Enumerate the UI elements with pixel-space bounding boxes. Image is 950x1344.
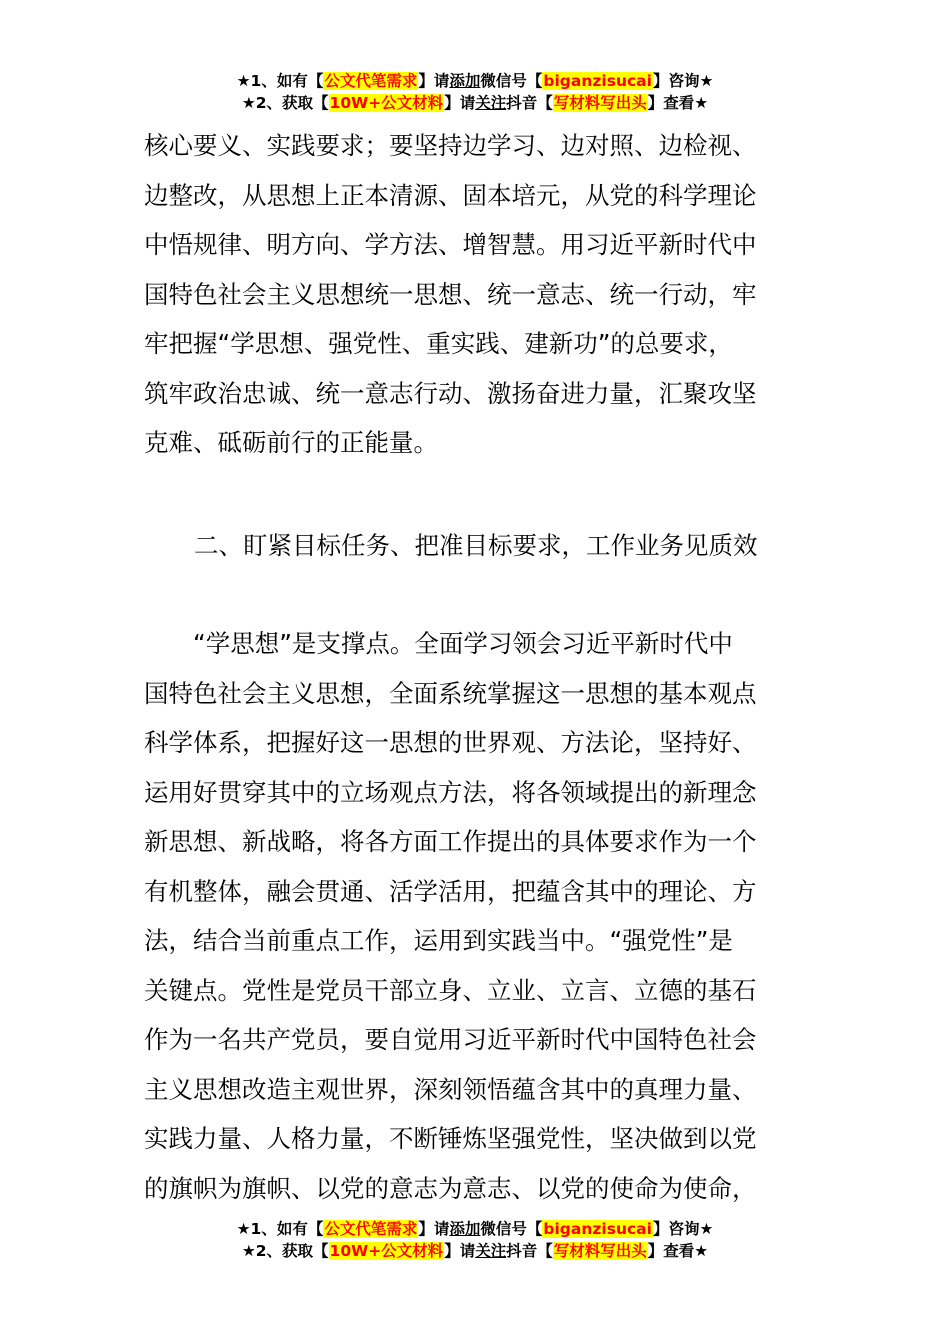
promo-text: 】请 [418, 72, 450, 90]
text-line: 作为一名共产党员，要自觉用习近平新时代中国特色社会 [144, 1025, 757, 1054]
promo-text: 】咨询★ [652, 1220, 714, 1238]
promo-line-1 [0, 1218, 950, 1240]
promo-underlined: 添加 [449, 72, 481, 90]
promo-line-2 [0, 92, 950, 114]
text-line: 国特色社会主义思想，全面系统掌握这一思想的基本观点 [144, 678, 757, 708]
text-line: “学思想”是支撑点。全面学习领会习近平新时代中 [193, 629, 733, 658]
text-line: 法，结合当前重点工作，运用到实践当中。“强党性”是 [144, 926, 733, 955]
text-line: 核心要义、实践要求；要坚持边学习、边对照、边检视、 [144, 131, 757, 160]
text-line: 关键点。党性是党员干部立身、立业、立言、立德的基石 [144, 975, 757, 1005]
promo-underlined: 添加 [449, 1220, 481, 1238]
text-line: 有机整体，融会贯通、活学活用，把蕴含其中的理论、方 [144, 876, 757, 906]
section-heading: 二、盯紧目标任务、把准目标要求，工作业务见质效 [194, 531, 758, 560]
text-line: 克难、砥砺前行的正能量。 [144, 428, 438, 457]
promo-underlined: 关注 [475, 94, 507, 112]
promo-text: 抖音【 [506, 94, 553, 112]
promo-text: 微信号【 [480, 72, 543, 90]
promo-text: 微信号【 [480, 1220, 543, 1238]
promo-line-2 [0, 1240, 950, 1262]
text-line: 筑牢政治忠诚、统一意志行动、激扬奋进力量，汇聚攻坚 [144, 378, 757, 408]
promo-highlight-wechat: biganzisucai [543, 72, 652, 90]
promo-underlined: 关注 [475, 1242, 507, 1260]
promo-highlight-douyin: 写材料写出头 [553, 1242, 647, 1260]
text-line: 边整改，从思想上正本清源、固本培元，从党的科学理论 [144, 180, 757, 210]
promo-highlight: 10W+公文材料 [329, 1242, 444, 1260]
promo-text: ★2、获取【 [241, 1242, 329, 1260]
text-line: 新思想、新战略，将各方面工作提出的具体要求作为一个 [144, 827, 757, 856]
text-line: 运用好贯穿其中的立场观点方法，将各领域提出的新理念 [144, 777, 757, 807]
promo-text: 】请 [418, 1220, 450, 1238]
text-line: 的旗帜为旗帜、以党的意志为意志、以党的使命为使命， [144, 1173, 757, 1203]
promo-highlight-douyin: 写材料写出头 [553, 94, 647, 112]
promo-text: 抖音【 [506, 1242, 553, 1260]
promo-text: ★2、获取【 [241, 94, 329, 112]
paragraph-2 [144, 619, 809, 1213]
promo-text: 】查看★ [647, 1242, 709, 1260]
promo-text: 】咨询★ [652, 72, 714, 90]
promo-line-1 [0, 70, 950, 92]
promo-highlight-wechat: biganzisucai [543, 1220, 652, 1238]
text-line: 实践力量、人格力量，不断锤炼坚强党性，坚决做到以党 [144, 1124, 757, 1153]
promo-text: 】查看★ [647, 94, 709, 112]
promo-text: ★1、如有【 [236, 72, 324, 90]
promo-highlight: 公文代笔需求 [324, 1220, 418, 1238]
text-line: 科学体系，把握好这一思想的世界观、方法论，坚持好、 [144, 728, 757, 757]
promo-text: 】请 [444, 94, 476, 112]
paragraph-1 [144, 121, 809, 468]
text-line: 牢把握“学思想、强党性、重实践、建新功”的总要求， [144, 329, 733, 358]
promo-text: ★1、如有【 [236, 1220, 324, 1238]
promo-highlight: 10W+公文材料 [329, 94, 444, 112]
text-line: 中悟规律、明方向、学方法、增智慧。用习近平新时代中 [144, 230, 757, 259]
promo-footer-bottom [0, 1218, 950, 1262]
promo-highlight: 公文代笔需求 [324, 72, 418, 90]
promo-header-top [0, 70, 950, 114]
promo-text: 】请 [444, 1242, 476, 1260]
text-line: 主义思想改造主观世界，深刻领悟蕴含其中的真理力量、 [144, 1074, 757, 1104]
text-line: 国特色社会主义思想统一思想、统一意志、统一行动，牢 [144, 279, 757, 309]
